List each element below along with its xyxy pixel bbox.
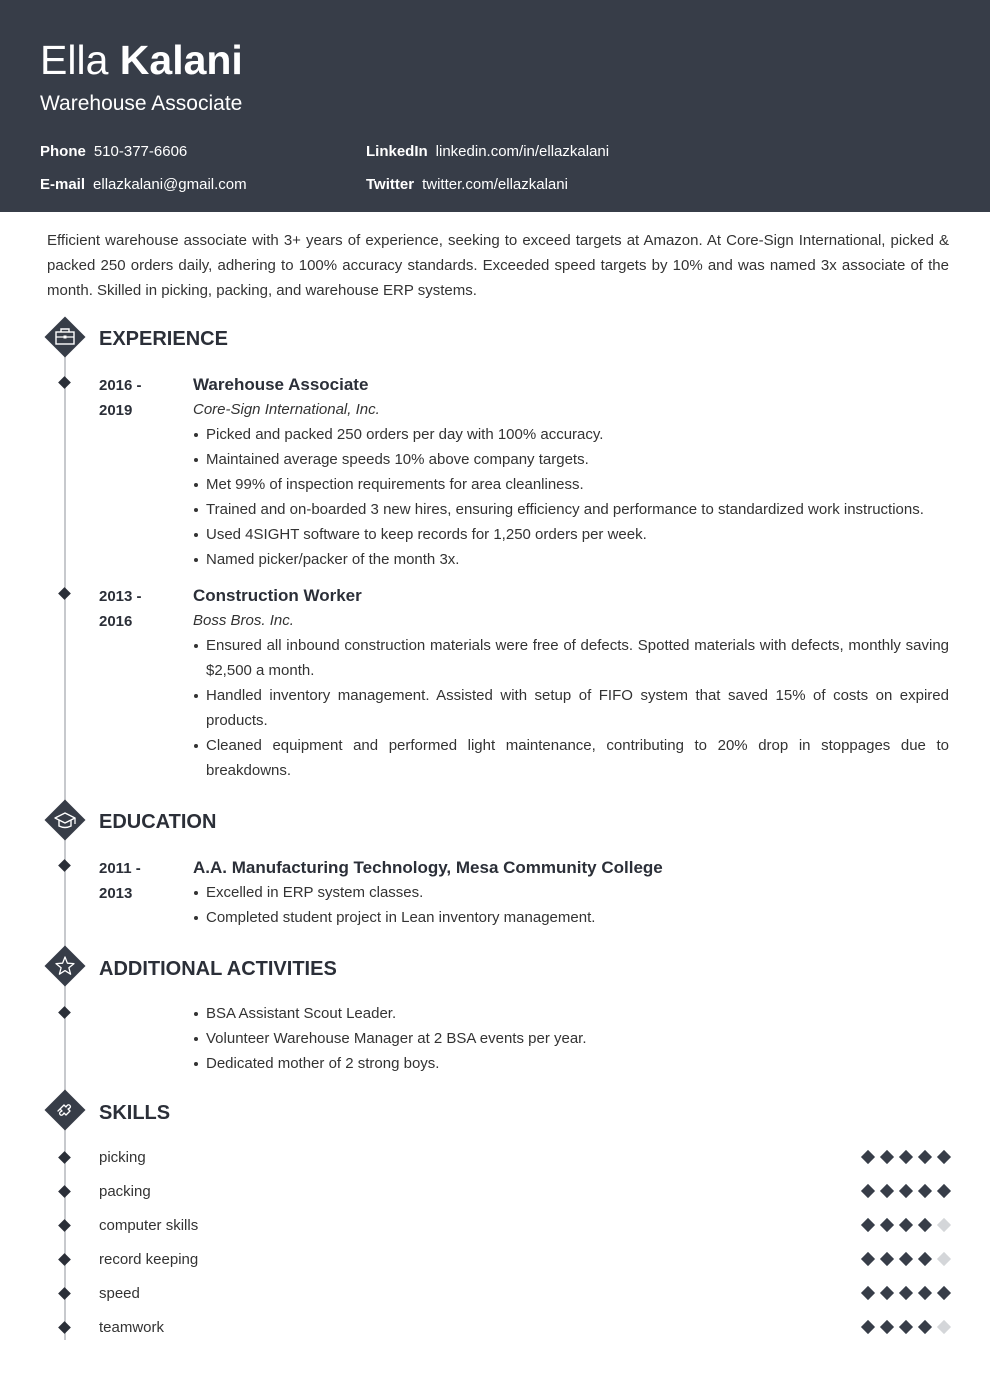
- skill-name: computer skills: [99, 1217, 199, 1234]
- rating-diamond-filled: [861, 1150, 875, 1164]
- rating-diamond-filled: [861, 1320, 875, 1334]
- education-dates: [99, 856, 179, 906]
- job-bullets: [193, 633, 949, 783]
- timeline-dot: [58, 1185, 71, 1198]
- education-entry: [193, 855, 949, 930]
- bullet-item: Met 99% of inspection requirements for area cleanliness.: [193, 472, 949, 497]
- date-start: 2011 -: [99, 860, 141, 877]
- twitter-label: Twitter: [366, 176, 415, 193]
- rating-diamond-filled: [880, 1286, 894, 1300]
- timeline-dot: [58, 1321, 71, 1334]
- education-bullets: [193, 880, 949, 930]
- timeline-dot: [58, 1006, 71, 1019]
- bullet-item: Picked and packed 250 orders per day with 100% accuracy.: [193, 422, 949, 447]
- contact-email: [40, 175, 247, 195]
- skill-rating: [854, 1284, 949, 1304]
- rating-diamond-filled: [899, 1286, 913, 1300]
- skill-rating: [854, 1250, 949, 1270]
- skill-name: record keeping: [99, 1251, 199, 1268]
- job-role: Warehouse Associate: [193, 375, 369, 394]
- skill-name: teamwork: [99, 1319, 165, 1336]
- rating-diamond-filled: [918, 1150, 932, 1164]
- phone-value: 510-377-6606: [93, 143, 188, 160]
- phone-label: Phone: [40, 143, 86, 160]
- rating-diamond-filled: [880, 1252, 894, 1266]
- bullet-item: Dedicated mother of 2 strong boys.: [193, 1051, 949, 1076]
- job-entry: [193, 583, 949, 783]
- briefcase-icon: [44, 316, 86, 358]
- rating-diamond-filled: [937, 1286, 951, 1300]
- timeline-dot: [58, 587, 71, 600]
- skill-rating: [854, 1148, 949, 1168]
- date-end: 2019: [99, 402, 133, 419]
- skill-rating: [854, 1318, 949, 1338]
- job-company: Core-Sign International, Inc.: [193, 401, 380, 418]
- skills-title: SKILLS: [99, 1102, 171, 1124]
- job-role: Construction Worker: [193, 586, 362, 605]
- rating-diamond-empty: [937, 1218, 951, 1232]
- rating-diamond-filled: [899, 1320, 913, 1334]
- date-start: 2016 -: [99, 377, 142, 394]
- rating-diamond-filled: [880, 1320, 894, 1334]
- date-start: 2013 -: [99, 588, 142, 605]
- date-end: 2016: [99, 613, 133, 630]
- contact-phone: [40, 142, 187, 162]
- timeline-dot: [58, 376, 71, 389]
- timeline-dot: [58, 1151, 71, 1164]
- contact-twitter: [366, 175, 568, 195]
- timeline-dot: [58, 1253, 71, 1266]
- job-dates: [99, 584, 179, 634]
- rating-diamond-filled: [861, 1218, 875, 1232]
- twitter-value[interactable]: twitter.com/ellazkalani: [422, 176, 568, 193]
- rating-diamond-filled: [937, 1150, 951, 1164]
- timeline-dot: [58, 1219, 71, 1232]
- activities-bullets: [193, 1001, 949, 1076]
- job-company: Boss Bros. Inc.: [193, 612, 294, 629]
- rating-diamond-empty: [937, 1252, 951, 1266]
- rating-diamond-filled: [899, 1184, 913, 1198]
- graduation-cap-icon: [44, 799, 86, 841]
- summary-paragraph: Efficient warehouse associate with 3+ years of experience, seeking to exceed targets at Amazon. At Core-Sign International, picked & packed 250 orders daily, adhering to 100% accuracy standards. Exceeded speed targets by 10% and was named 3x associate of the month. Skilled in picking, packing, and warehouse ERP systems.: [47, 232, 949, 299]
- education-title: EDUCATION: [99, 811, 217, 833]
- skill-name: packing: [99, 1183, 151, 1200]
- rating-diamond-filled: [918, 1184, 932, 1198]
- rating-diamond-filled: [880, 1184, 894, 1198]
- resume-header: [0, 0, 990, 212]
- bullet-item: BSA Assistant Scout Leader.: [193, 1001, 949, 1026]
- bullet-item: Ensured all inbound construction materials were free of defects. Spotted materials with defects, monthly saving $2,500 a month.: [193, 633, 949, 683]
- rating-diamond-filled: [861, 1184, 875, 1198]
- linkedin-label: LinkedIn: [366, 143, 428, 160]
- date-end: 2013: [99, 885, 133, 902]
- rating-diamond-filled: [918, 1252, 932, 1266]
- job-entry: [193, 372, 949, 572]
- bullet-item: Completed student project in Lean inventory management.: [193, 905, 949, 930]
- skill-name: speed: [99, 1285, 140, 1302]
- bullet-item: Trained and on-boarded 3 new hires, ensuring efficiency and performance to standardized work instructions.: [193, 497, 949, 522]
- timeline-dot: [58, 859, 71, 872]
- bullet-item: Cleaned equipment and performed light maintenance, contributing to 20% drop in stoppages due to breakdowns.: [193, 733, 949, 783]
- first-name: Ella: [40, 37, 109, 83]
- contact-linkedin: [366, 142, 609, 162]
- rating-diamond-filled: [861, 1286, 875, 1300]
- bullet-item: Named picker/packer of the month 3x.: [193, 547, 949, 572]
- skill-rating: [854, 1216, 949, 1236]
- rating-diamond-filled: [918, 1320, 932, 1334]
- bullet-item: Handled inventory management. Assisted with setup of FIFO system that saved 15% of costs on expired products.: [193, 683, 949, 733]
- skill-rating: [854, 1182, 949, 1202]
- skill-name: picking: [99, 1149, 146, 1166]
- job-bullets: [193, 422, 949, 572]
- rating-diamond-filled: [880, 1150, 894, 1164]
- puzzle-icon: [44, 1089, 86, 1131]
- rating-diamond-filled: [861, 1252, 875, 1266]
- star-icon: [44, 945, 86, 987]
- rating-diamond-filled: [937, 1184, 951, 1198]
- activities-entry: [193, 1001, 949, 1076]
- activities-title: ADDITIONAL ACTIVITIES: [99, 958, 337, 980]
- rating-diamond-filled: [880, 1218, 894, 1232]
- job-dates: [99, 373, 179, 423]
- timeline-dot: [58, 1287, 71, 1300]
- bullet-item: Used 4SIGHT software to keep records for 1,250 orders per week.: [193, 522, 949, 547]
- education-degree: A.A. Manufacturing Technology, Mesa Community College: [193, 858, 663, 877]
- candidate-title: Warehouse Associate: [40, 92, 243, 115]
- rating-diamond-empty: [937, 1320, 951, 1334]
- linkedin-value[interactable]: linkedin.com/in/ellazkalani: [435, 143, 610, 160]
- email-value[interactable]: ellazkalani@gmail.com: [93, 176, 247, 193]
- rating-diamond-filled: [899, 1252, 913, 1266]
- bullet-item: Volunteer Warehouse Manager at 2 BSA events per year.: [193, 1026, 949, 1051]
- bullet-item: Maintained average speeds 10% above company targets.: [193, 447, 949, 472]
- bullet-item: Excelled in ERP system classes.: [193, 880, 949, 905]
- experience-title: EXPERIENCE: [99, 328, 228, 350]
- rating-diamond-filled: [918, 1218, 932, 1232]
- rating-diamond-filled: [899, 1150, 913, 1164]
- rating-diamond-filled: [899, 1218, 913, 1232]
- email-label: E-mail: [40, 176, 86, 193]
- rating-diamond-filled: [918, 1286, 932, 1300]
- last-name: Kalani: [119, 37, 243, 83]
- candidate-name: [40, 36, 243, 84]
